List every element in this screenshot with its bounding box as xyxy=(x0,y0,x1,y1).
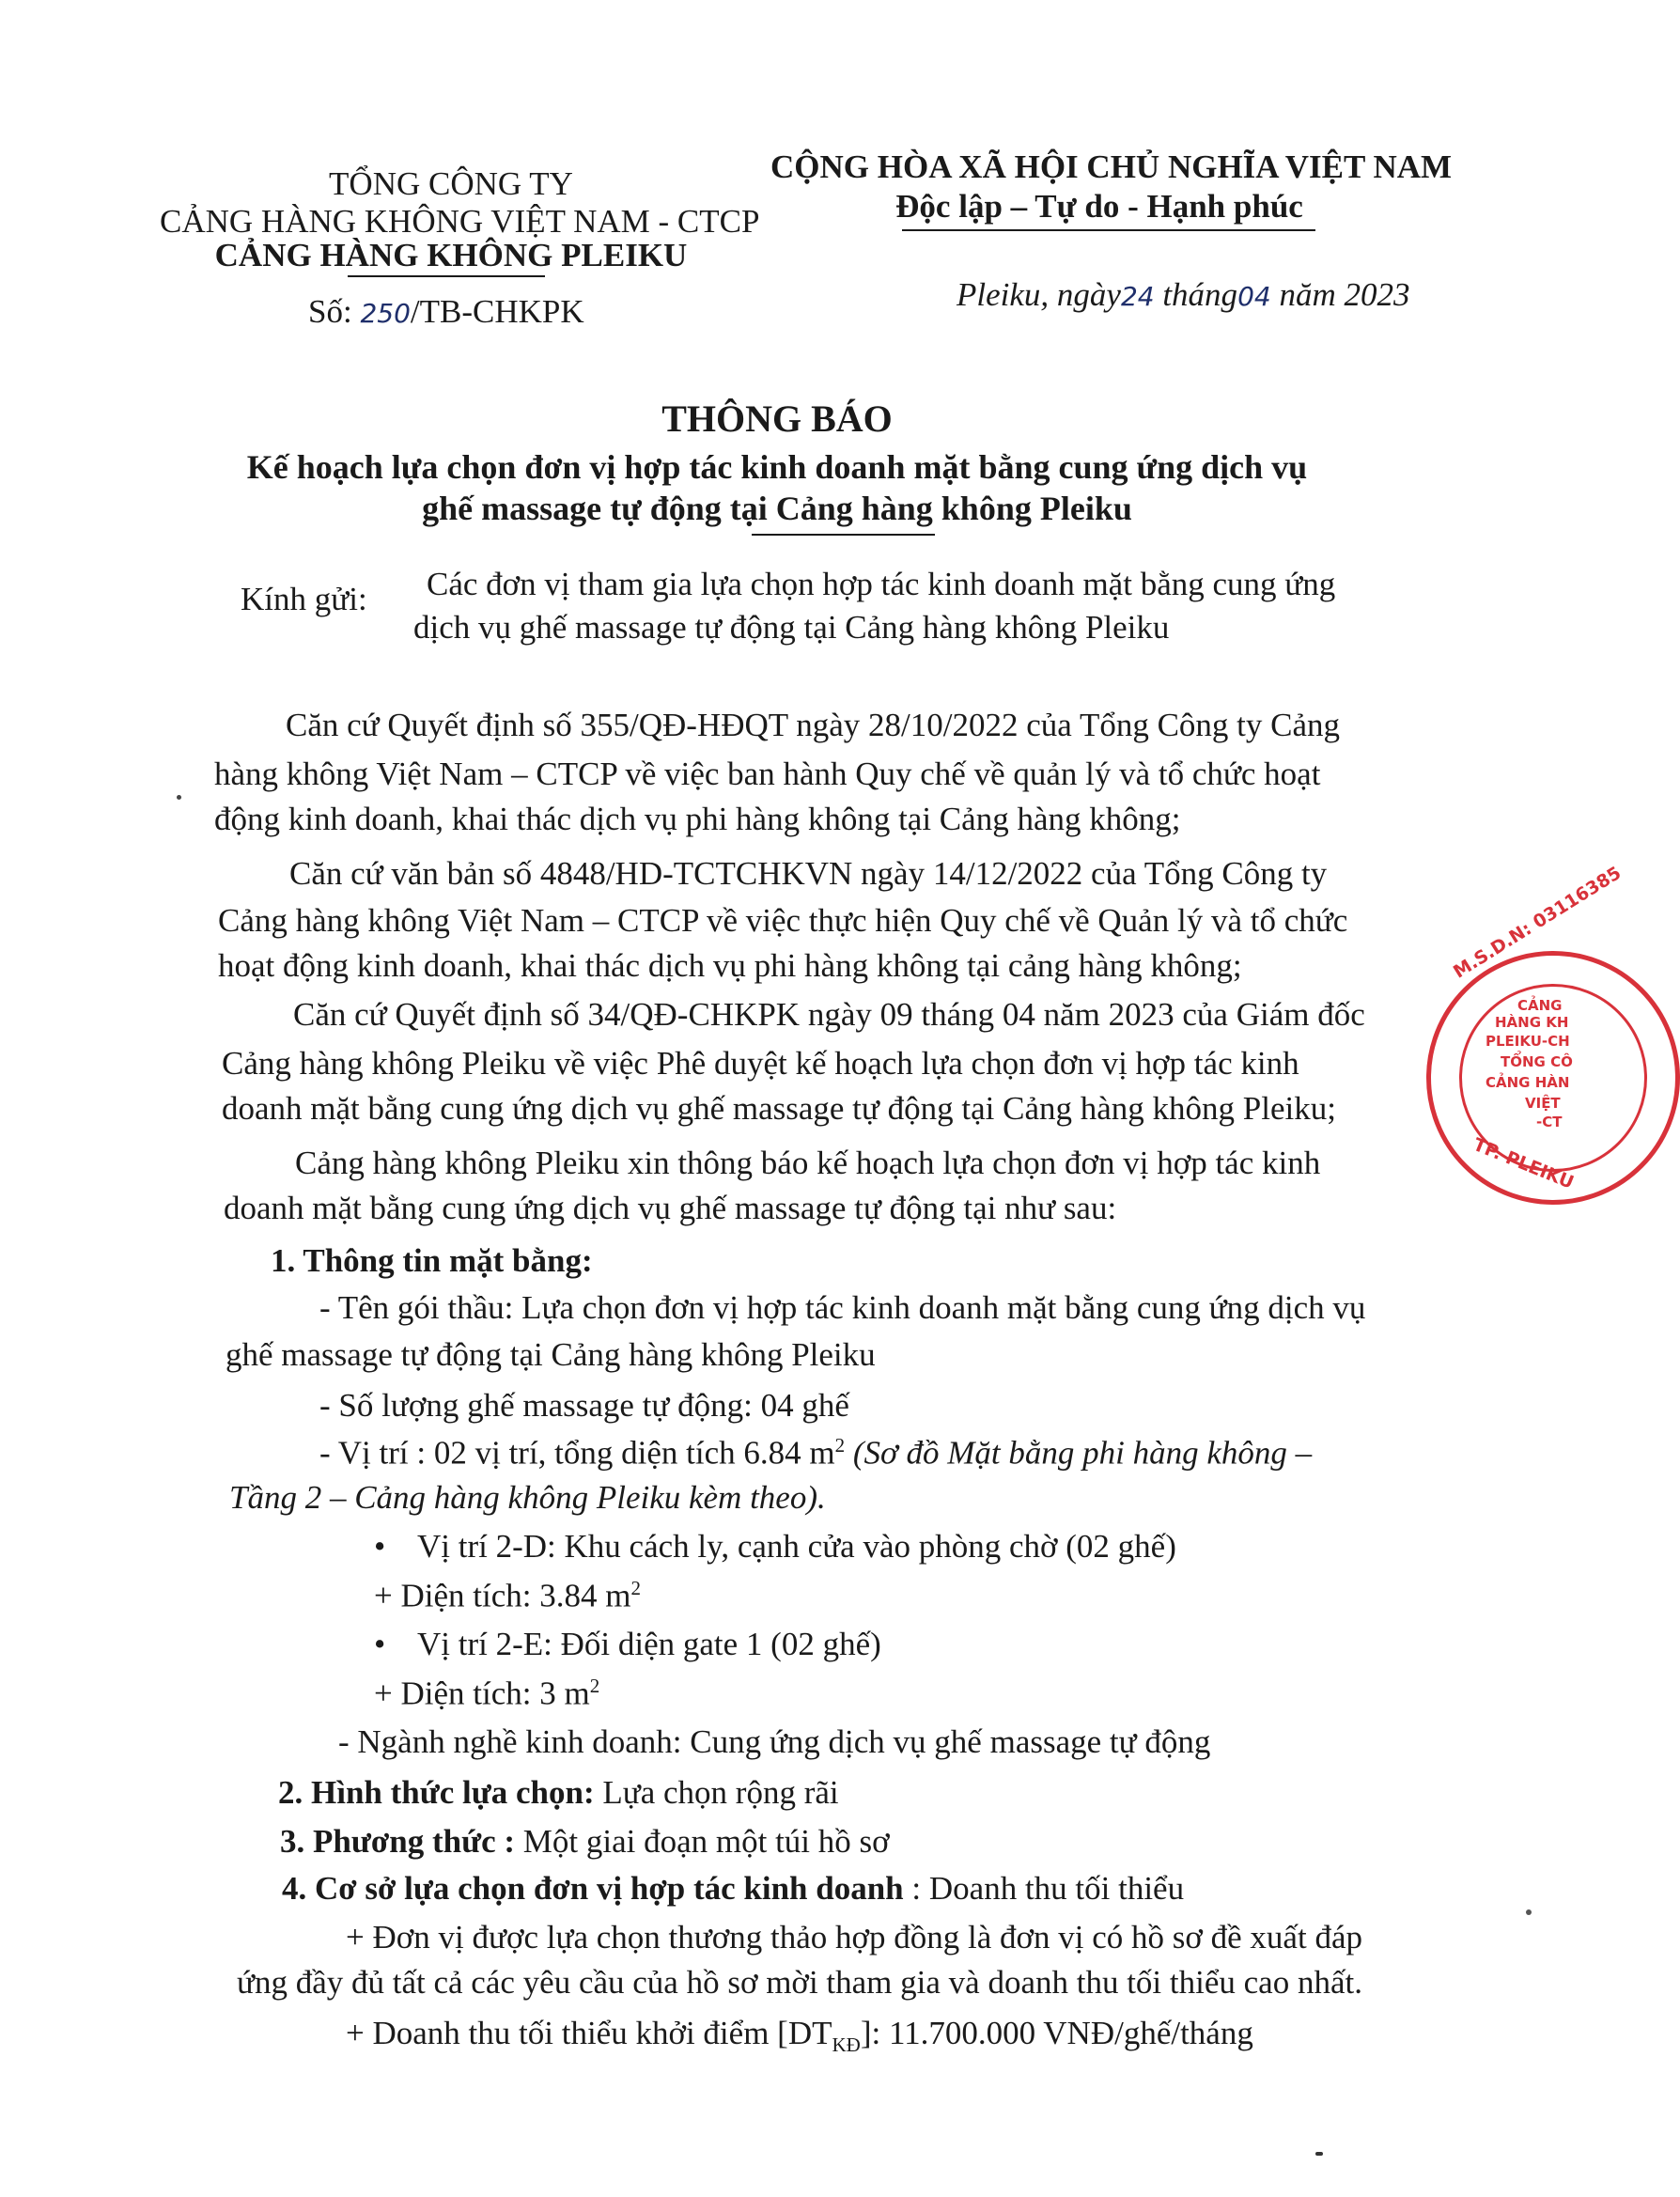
org-underline xyxy=(348,275,545,277)
section-4-min-revenue: + Doanh thu tối thiểu khởi điểm $[DT_{KĐ}]$: 11.700.000 VNĐ/ghế/tháng xyxy=(346,2015,1253,2056)
seal-line-5: CẢNG HÀN xyxy=(1486,1074,1570,1091)
basis-1-line-2: hàng không Việt Nam – CTCP về việc ban hành Quy chế về quản lý và tổ chức hoạt xyxy=(214,756,1321,792)
recipient-label: Kính gửi: xyxy=(241,581,367,617)
basis-2-line-1: Căn cứ văn bản số 4848/HD-TCTCHKVN ngày 14/12/2022 của Tổng Công ty xyxy=(289,855,1328,892)
intro-line-1: Cảng hàng không Pleiku xin thông báo kế hoạch lựa chọn đơn vị hợp tác kinh xyxy=(295,1145,1321,1181)
position-2d-area: + Diện tích: 3.84 $m^2$ xyxy=(374,1577,641,1614)
section-4: 4. Cơ sở lựa chọn đơn vị hợp tác kinh doanh : Doanh thu tối thiểu xyxy=(282,1870,1185,1907)
section-3: 3. Phương thức : Một giai đoạn một túi hồ sơ xyxy=(280,1823,890,1860)
scan-speck xyxy=(177,795,181,800)
position-2e: Vị trí 2-E: Đối diện gate 1 (02 ghế) xyxy=(417,1626,881,1662)
seal-line-4: TỔNG CÔ xyxy=(1501,1053,1573,1070)
nation-name: CỘNG HÒA XÃ HỘI CHỦ NGHĨA VIỆT NAM xyxy=(770,148,1453,185)
date-line: Pleiku, ngày24 tháng04 năm 2023 xyxy=(957,276,1410,313)
seal-line-1: CẢNG xyxy=(1517,997,1563,1014)
seal-bottom-text: TP. PLEIKU xyxy=(1470,1134,1577,1193)
seal-line-6: VIỆT xyxy=(1525,1095,1561,1112)
section-1-business: - Ngành nghề kinh doanh: Cung ứng dịch vụ ghế massage tự động xyxy=(338,1723,1211,1760)
bullet-dot-2: • xyxy=(374,1626,386,1662)
date-day-handwritten: 24 xyxy=(1120,281,1155,312)
title-underline xyxy=(752,534,935,536)
recipient-line-1: Các đơn vị tham gia lựa chọn hợp tác kinh doanh mặt bằng cung ứng xyxy=(427,566,1336,602)
section-4-para-1-line-2: ứng đầy đủ tất cả các yêu cầu của hồ sơ mời tham gia và doanh thu tối thiểu cao nhất. xyxy=(237,1964,1362,2001)
bullet-dot-1: • xyxy=(374,1528,386,1565)
document-title: THÔNG BÁO xyxy=(661,397,893,440)
company-seal-clip xyxy=(1409,862,1626,1231)
basis-3-line-1: Căn cứ Quyết định số 34/QĐ-CHKPK ngày 09 tháng 04 năm 2023 của Giám đốc xyxy=(293,996,1365,1033)
seal-line-7: -CT xyxy=(1536,1114,1563,1130)
org-line-2: CẢNG HÀNG KHÔNG VIỆT NAM - CTCP xyxy=(160,203,760,240)
scan-speck xyxy=(1526,1909,1532,1915)
section-1-package-line-1: - Tên gói thầu: Lựa chọn đơn vị hợp tác kinh doanh mặt bằng cung ứng dịch vụ xyxy=(319,1289,1366,1326)
recipient-line-2: dịch vụ ghế massage tự động tại Cảng hàng không Pleiku xyxy=(413,609,1170,646)
position-2e-area: + Diện tích: 3 $m^2$ xyxy=(374,1675,600,1712)
section-1-location-line-2: Tầng 2 – Cảng hàng không Pleiku kèm theo). xyxy=(229,1479,826,1516)
document-subtitle-line-2: ghế massage tự động tại Cảng hàng không Pleiku xyxy=(422,490,1132,527)
seal-line-2: HÀNG KH xyxy=(1495,1014,1569,1031)
motto-underline xyxy=(902,229,1315,231)
company-seal xyxy=(1426,862,1680,1205)
basis-2-line-3: hoạt động kinh doanh, khai thác dịch vụ phi hàng không tại cảng hàng không; xyxy=(218,947,1242,984)
basis-1-line-3: động kinh doanh, khai thác dịch vụ phi hàng không tại Cảng hàng không; xyxy=(214,801,1181,837)
section-1-count: - Số lượng ghế massage tự động: 04 ghế xyxy=(319,1387,849,1424)
section-1-location-line-1: - Vị trí : 02 vị trí, tổng diện tích 6.84 $m^2$ (Sơ đồ Mặt bằng phi hàng không – xyxy=(319,1434,1313,1472)
basis-2-line-2: Cảng hàng không Việt Nam – CTCP về việc thực hiện Quy chế về Quản lý và tổ chức xyxy=(218,902,1348,939)
section-1-heading: 1. Thông tin mặt bằng: xyxy=(271,1242,593,1279)
basis-1-line-1: Căn cứ Quyết định số 355/QĐ-HĐQT ngày 28/10/2022 của Tổng Công ty Cảng xyxy=(286,707,1341,743)
document-subtitle-line-1: Kế hoạch lựa chọn đơn vị hợp tác kinh doanh mặt bằng cung ứng dịch vụ xyxy=(246,448,1308,486)
doc-number: Số: 250/TB-CHKPK xyxy=(308,293,584,330)
org-line-1: TỔNG CÔNG TY xyxy=(329,165,573,202)
intro-line-2: doanh mặt bằng cung ứng dịch vụ ghế massage tự động tại như sau: xyxy=(224,1190,1117,1226)
nation-motto: Độc lập – Tự do - Hạnh phúc xyxy=(895,188,1303,225)
position-2d: Vị trí 2-D: Khu cách ly, cạnh cửa vào phòng chờ (02 ghế) xyxy=(417,1528,1176,1565)
org-line-3: CẢNG HÀNG KHÔNG PLEIKU xyxy=(214,237,688,273)
seal-line-3: PLEIKU-CH xyxy=(1486,1033,1570,1050)
date-month-handwritten: 04 xyxy=(1237,281,1271,312)
seal-tax-code: M.S.D.N: 03116385 xyxy=(1450,862,1626,983)
basis-3-line-3: doanh mặt bằng cung ứng dịch vụ ghế massage tự động tại Cảng hàng không Pleiku; xyxy=(222,1090,1336,1127)
section-2: 2. Hình thức lựa chọn: Lựa chọn rộng rãi xyxy=(278,1774,839,1811)
basis-3-line-2: Cảng hàng không Pleiku về việc Phê duyệt kế hoạch lựa chọn đơn vị hợp tác kinh xyxy=(222,1045,1299,1082)
section-1-package-line-2: ghế massage tự động tại Cảng hàng không Pleiku xyxy=(226,1336,876,1373)
section-4-para-1-line-1: + Đơn vị được lựa chọn thương thảo hợp đồng là đơn vị có hồ sơ đề xuất đáp xyxy=(346,1919,1362,1955)
doc-number-handwritten: 250 xyxy=(360,298,411,329)
scan-speck xyxy=(1315,2152,1323,2156)
